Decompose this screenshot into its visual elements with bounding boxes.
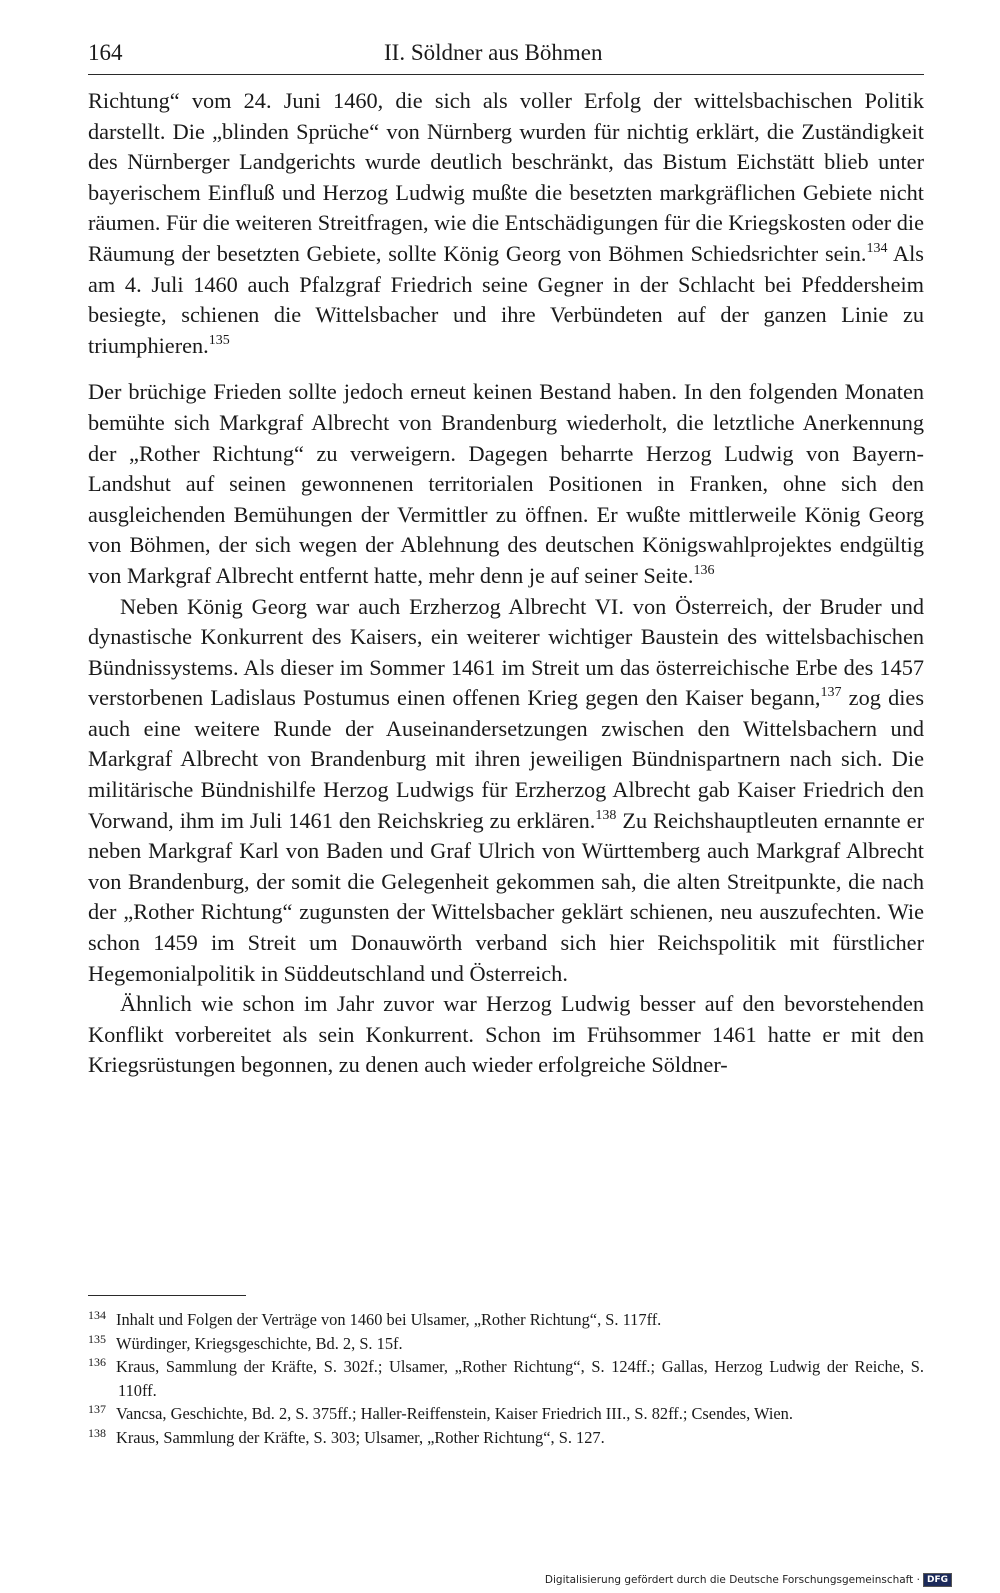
footnote-ref-135: 135 <box>208 332 230 348</box>
paragraph-4 <box>88 989 924 1081</box>
footnote-ref-134: 134 <box>866 240 888 256</box>
footnote-separator <box>88 1295 246 1296</box>
paragraph-3 <box>88 592 924 990</box>
digitization-text: Digitalisierung gefördert durch die Deutsche Forschungsgemeinschaft · <box>544 1574 920 1586</box>
footnote-text: Kraus, Sammlung der Kräfte, S. 302f.; Ulsamer, „Rother Richtung“, S. 124ff.; Gallas, Herzog Ludwig der Reiche, S. 110ff. <box>116 1357 924 1400</box>
footnote-136: 136 Kraus, Sammlung der Kräfte, S. 302f.; Ulsamer, „Rother Richtung“, S. 124ff.; Gallas, Herzog Ludwig der Reiche, S. 110ff. <box>88 1355 924 1400</box>
footnote-ref-136: 136 <box>693 562 715 578</box>
footnote-ref-137: 137 <box>820 685 842 701</box>
paragraph-text: Ähnlich wie schon im Jahr zuvor war Herzog Ludwig besser auf den bevorstehenden Konflikt vorbereitet als sein Konkurrent. Schon im Frühsommer 1461 hatte er mit den Kriegsrüstungen begonnen, zu denen auch wieder erfolgreiche Söldner- <box>88 991 924 1078</box>
footnote-text: Kraus, Sammlung der Kräfte, S. 303; Ulsamer, „Rother Richtung“, S. 127. <box>116 1427 605 1447</box>
page-number: 164 <box>88 40 123 65</box>
paragraph-text: Neben König Georg war auch Erzherzog Albrecht VI. von Österreich, der Bruder und dynastische Konkurrent des Kaisers, ein weiterer wichtiger Baustein des wittelsbachischen Bündnissystems. Als dieser im Sommer 1461 im Streit um das österreichische Erbe des 1457 verstorbenen Ladislaus Postumus einen offenen Krieg gegen den Kaiser begann, <box>88 593 924 711</box>
paragraph-text: Als am 4. Juli 1460 auch Pfalzgraf Friedrich seine Gegner in der Schlacht bei Pfeddersheim besiegte, schienen die Wittelsbacher und ihre Verbündeten auf der ganzen Linie zu triumphieren. <box>88 240 924 358</box>
paragraph-text: Richtung“ vom 24. Juni 1460, die sich als voller Erfolg der wittelsbachischen Politik darstellt. Die „blinden Sprüche“ von Nürnberg wurden für nichtig erklärt, die Zuständigkeit des Nürnberger Landgerichts wurde deutlich beschränkt, das Bistum Eichstätt blieb unter bayerischem Einfluß und Herzog Ludwig mußte die besetzten markgräflichen Gebiete nicht räumen. Für die weiteren Streitfragen, wie die Entschädigungen für die Kriegskosten oder die Räumung der besetzten Gebiete, sollte König Georg von Böhmen Schiedsrichter sein. <box>88 88 924 266</box>
paragraph-1 <box>88 86 924 361</box>
footnote-text: Würdinger, Kriegsgeschichte, Bd. 2, S. 15f. <box>116 1333 403 1353</box>
footnote-text: Inhalt und Folgen der Verträge von 1460 bei Ulsamer, „Rother Richtung“, S. 117ff. <box>116 1310 662 1329</box>
page-header <box>88 40 924 75</box>
running-head: II. Söldner aus Böhmen <box>384 40 603 65</box>
footnotes <box>88 1308 924 1450</box>
paragraph-text: Der brüchige Frieden sollte jedoch erneut keinen Bestand haben. In den folgenden Monaten bemühte sich Markgraf Albrecht von Brandenburg wiederholt, die letztliche Anerkennung der „Rother Richtung“ zu verweigern. Dagegen beharrte Herzog Ludwig von Bayern-Landshut auf seinen gewonnenen territorialen Positionen in Franken, ohne sich den ausgleichenden Bemühungen der Vermittler zu öffnen. Er wußte mittlerweile König Georg von Böhmen, der sich wegen der Ablehnung des deutschen Königswahlprojektes endgültig von Markgraf Albrecht entfernt hatte, mehr denn je auf seiner Seite. <box>88 379 924 588</box>
digitization-note <box>545 1573 952 1587</box>
footnote-text: Vancsa, Geschichte, Bd. 2, S. 375ff.; Haller-Reiffenstein, Kaiser Friedrich III., S. 82ff.; Csendes, Wien. <box>116 1404 793 1424</box>
footnote-ref-138: 138 <box>595 807 617 823</box>
paragraph-text: Zu Reichshauptleuten ernannte er neben Markgraf Karl von Baden und Graf Ulrich von Württemberg auch Markgraf Albrecht von Brandenburg, der somit die Gelegenheit gekommen sah, die alten Streitpunkte, die nach der „Rother Richtung“ zugunsten der Wittelsbacher geklärt schienen, neu auszufechten. Wie schon 1459 im Streit um Donauwörth verband sich hier Reichspolitik mit fürstlicher Hegemonialpolitik in Süddeutschland und Österreich. <box>88 807 925 986</box>
paragraph-2 <box>88 377 924 591</box>
footnote-138: 138 Kraus, Sammlung der Kräfte, S. 303; Ulsamer, „Rother Richtung“, S. 127. <box>88 1425 605 1447</box>
footnote-135: 135 Würdinger, Kriegsgeschichte, Bd. 2, S. 15f. <box>88 1331 403 1353</box>
body-text <box>88 86 924 1081</box>
dfg-logo-icon: DFG <box>923 1573 952 1587</box>
paragraph-text: zog dies auch eine weitere Runde der Auseinandersetzungen zwischen den Wittelsbachern und Markgraf Albrecht von Brandenburg mit ihren jeweiligen Bündnispartnern nach sich. Die militärische Bündnishilfe Herzog Ludwigs für Erzherzog Albrecht gab Kaiser Friedrich den Vorwand, ihm im Juli 1461 den Reichskrieg zu erklären. <box>88 685 924 833</box>
footnote-134: 134 Inhalt und Folgen der Verträge von 1460 bei Ulsamer, „Rother Richtung“, S. 117ff. <box>88 1308 662 1329</box>
footnote-137: 137 Vancsa, Geschichte, Bd. 2, S. 375ff.; Haller-Reiffenstein, Kaiser Friedrich III., S. 82ff.; Csendes, Wien. <box>88 1402 793 1424</box>
